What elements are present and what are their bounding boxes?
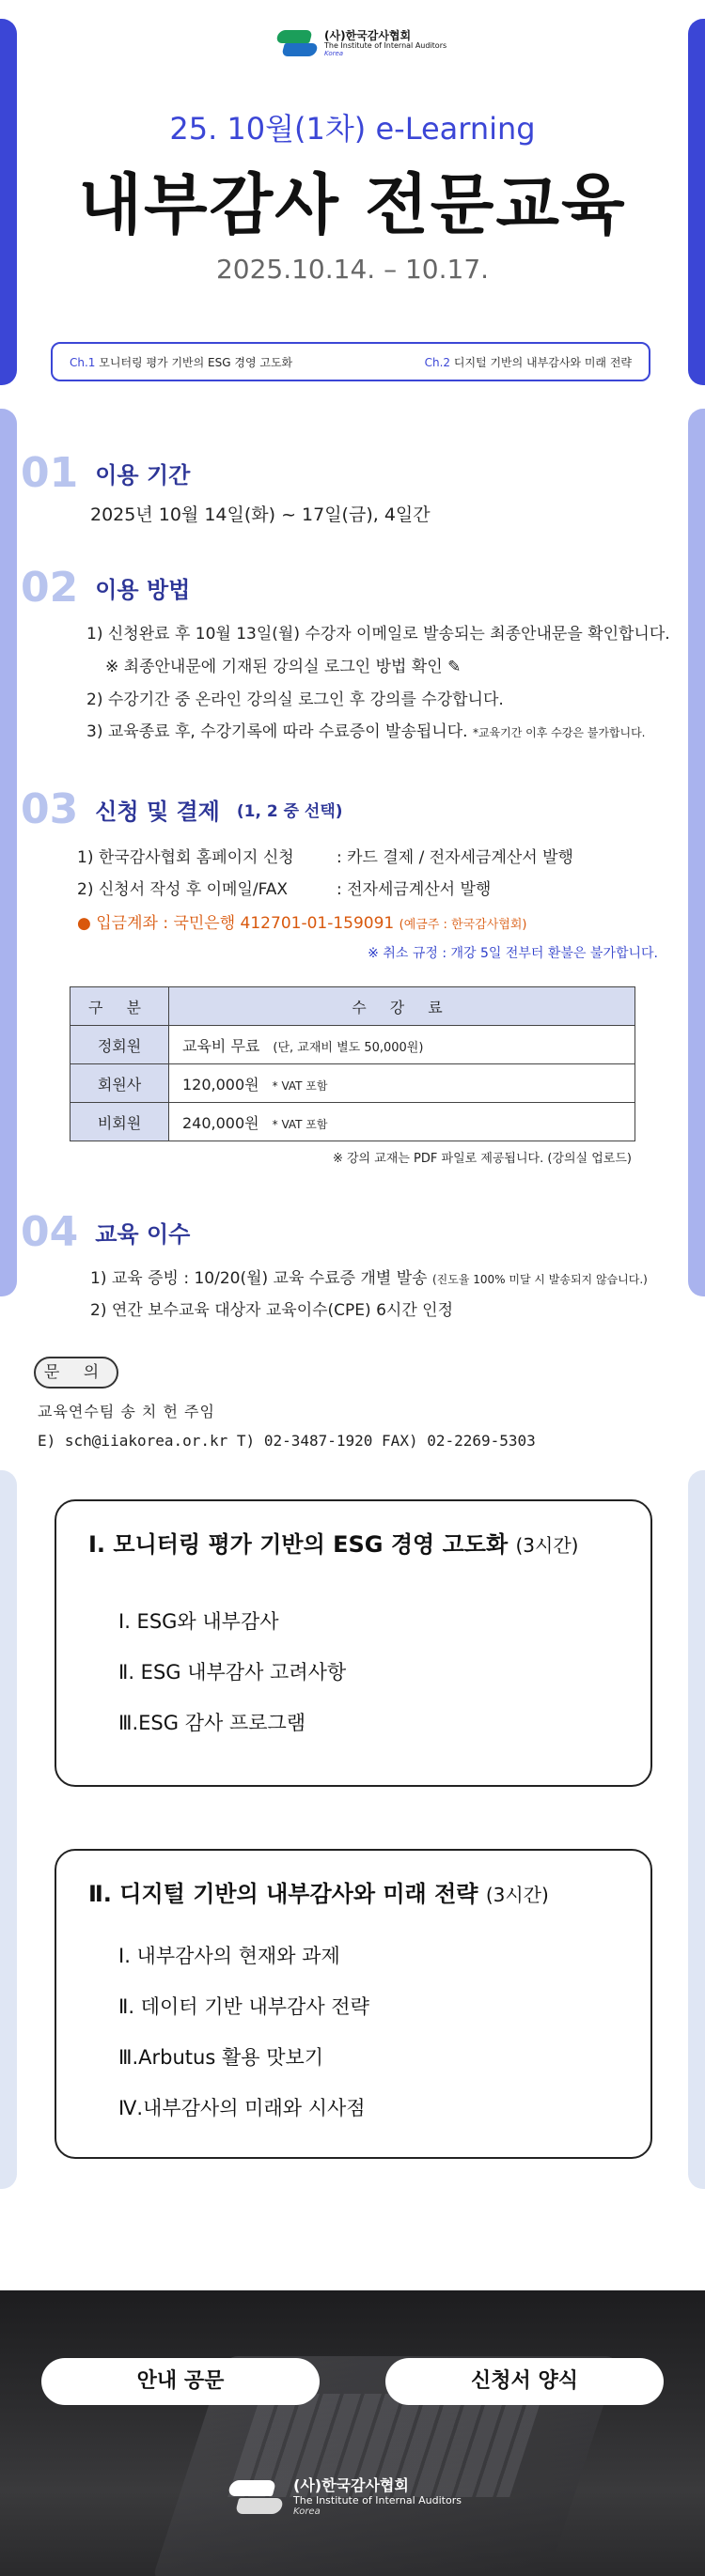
pen-icon: ✎	[447, 658, 462, 676]
inquiry-badge: 문 의	[34, 1357, 118, 1389]
fee-cell: 교육비 무료 (단, 교재비 별도 50,000원)	[169, 1026, 635, 1064]
section-title-note: (1, 2 중 선택)	[236, 802, 343, 821]
bank-account: ● 입금계좌 : 국민은행 412701-01-159091 (예금주 : 한국감사협회)	[77, 914, 527, 933]
logo-sub-text: Korea	[324, 50, 344, 58]
curriculum-item: Ⅱ. 데이터 기반 내부감사 전략	[118, 1995, 369, 2018]
col-header-type: 구 분	[70, 987, 169, 1026]
iia-logo	[277, 28, 446, 60]
footer	[0, 2290, 705, 2576]
apply-option-1-payment: : 카드 결제 / 전자세금계산서 발행	[337, 848, 573, 867]
usage-step-2: 2) 수강기간 중 온라인 강의실 로그인 후 강의를 수강합니다.	[86, 691, 504, 709]
table-row	[70, 1026, 635, 1064]
curriculum-item: Ⅰ. 내부감사의 현재와 과제	[118, 1945, 340, 1967]
accent-bar-left-bottom	[0, 1470, 17, 2189]
footer-logo-kr: (사)한국감사협회	[293, 2476, 409, 2494]
completion-line-2: 2) 연간 보수교육 대상자 교육이수(CPE) 6시간 인정	[90, 1301, 453, 1320]
date-range: 2025.10.14. – 10.17.	[215, 254, 490, 285]
logo-kr-text: (사)한국감사협회	[324, 29, 412, 43]
usage-step-3: 3) 교육종료 후, 수강기록에 따라 수료증이 발송됩니다. *교육기간 이후 수강은 불가합니다.	[86, 722, 646, 741]
fee-table	[70, 986, 635, 1141]
footer-logo-sub: Korea	[293, 2506, 321, 2518]
footer-logo	[229, 2476, 462, 2518]
iia-logo-icon	[229, 2476, 284, 2518]
fee-table-header	[70, 987, 635, 1026]
section-number: 01	[21, 449, 79, 497]
application-form-button[interactable]: 신청서 양식	[385, 2358, 664, 2405]
usage-step-1: 1) 신청완료 후 10월 13일(월) 수강자 이메일로 발송되는 최종안내문을 확인합니다.	[86, 625, 670, 644]
cancel-policy: ※ 취소 규정 : 개강 5일 전부터 환불은 불가합니다.	[368, 946, 658, 961]
chapter-2-label: Ch.2 디지털 기반의 내부감사와 미래 전략	[424, 355, 632, 369]
section-01-heading	[21, 449, 190, 497]
chapters-banner	[51, 342, 650, 381]
curriculum-box-ch2	[55, 1849, 652, 2159]
chapter-1-label: Ch.1 모니터링 평가 기반의 ESG 경영 고도화	[70, 355, 293, 369]
fee-cell: 240,000원 * VAT 포함	[169, 1103, 635, 1141]
inquiry-person: 교육연수팀 송 치 헌 주임	[38, 1403, 215, 1420]
usage-step-1-note: ※ 최종안내문에 기재된 강의실 로그인 방법 확인 ✎	[105, 658, 462, 676]
apply-option-1: 1) 한국감사협회 홈페이지 신청	[77, 848, 294, 867]
account-holder: (예금주 : 한국감사협회)	[399, 918, 527, 932]
page-title: 내부감사 전문교육	[78, 166, 627, 243]
table-row	[70, 1103, 635, 1141]
section-03-heading	[21, 785, 343, 833]
iia-logo-icon	[277, 28, 317, 60]
section-number: 03	[21, 785, 79, 833]
material-note: ※ 강의 교재는 PDF 파일로 제공됩니다. (강의실 업로드)	[332, 1152, 632, 1166]
inquiry-contact: E) sch@iiakorea.or.kr T) 02-3487-1920 FAX) 02-2269-5303	[38, 1432, 536, 1450]
section-02-heading	[21, 564, 190, 612]
completion-line-1: 1) 교육 증빙 : 10/20(월) 교육 수료증 개별 발송 (진도율 100% 미달 시 발송되지 않습니다.)	[90, 1269, 648, 1288]
accent-bar-right-bottom	[688, 1470, 705, 2189]
section-number: 02	[21, 564, 79, 612]
member-type: 정회원	[70, 1026, 169, 1064]
curriculum-ch2-title: Ⅱ. 디지털 기반의 내부감사와 미래 전략 (3시간)	[88, 1881, 549, 1907]
curriculum-item: Ⅰ. ESG와 내부감사	[118, 1610, 279, 1633]
curriculum-item: Ⅲ.Arbutus 활용 맛보기	[118, 2046, 324, 2069]
apply-option-2: 2) 신청서 작성 후 이메일/FAX	[77, 880, 289, 899]
section-04-heading	[21, 1208, 190, 1256]
section-title: 신청 및 결제	[95, 799, 220, 825]
logo-en-text: The Institute of Internal Auditors	[324, 41, 447, 51]
usage-period-text: 2025년 10월 14일(화) ~ 17일(금), 4일간	[90, 504, 431, 525]
usage-step-3-note: *교육기간 이후 수강은 불가합니다.	[472, 726, 646, 739]
apply-option-2-payment: : 전자세금계산서 발행	[337, 880, 492, 899]
curriculum-item: Ⅳ.내부감사의 미래와 시사점	[118, 2097, 366, 2119]
fee-cell: 120,000원 * VAT 포함	[169, 1064, 635, 1103]
curriculum-item: Ⅲ.ESG 감사 프로그램	[118, 1712, 306, 1734]
notice-document-button[interactable]: 안내 공문	[41, 2358, 320, 2405]
section-number: 04	[21, 1208, 79, 1256]
curriculum-ch1-title: Ⅰ. 모니터링 평가 기반의 ESG 경영 고도화 (3시간)	[88, 1531, 579, 1558]
col-header-fee: 수 강 료	[169, 987, 635, 1026]
section-title: 교육 이수	[95, 1221, 191, 1248]
curriculum-box-ch1	[55, 1499, 652, 1787]
member-type: 회원사	[70, 1064, 169, 1103]
footer-logo-en: The Institute of Internal Auditors	[293, 2494, 462, 2507]
table-row	[70, 1064, 635, 1103]
curriculum-item: Ⅱ. ESG 내부감사 고려사항	[118, 1661, 347, 1684]
section-title: 이용 기간	[95, 462, 191, 489]
page-subheading: 25. 10월(1차) e-Learning	[169, 111, 536, 147]
accent-bar-right-middle	[688, 409, 705, 1296]
section-title: 이용 방법	[95, 577, 191, 603]
member-type: 비회원	[70, 1103, 169, 1141]
